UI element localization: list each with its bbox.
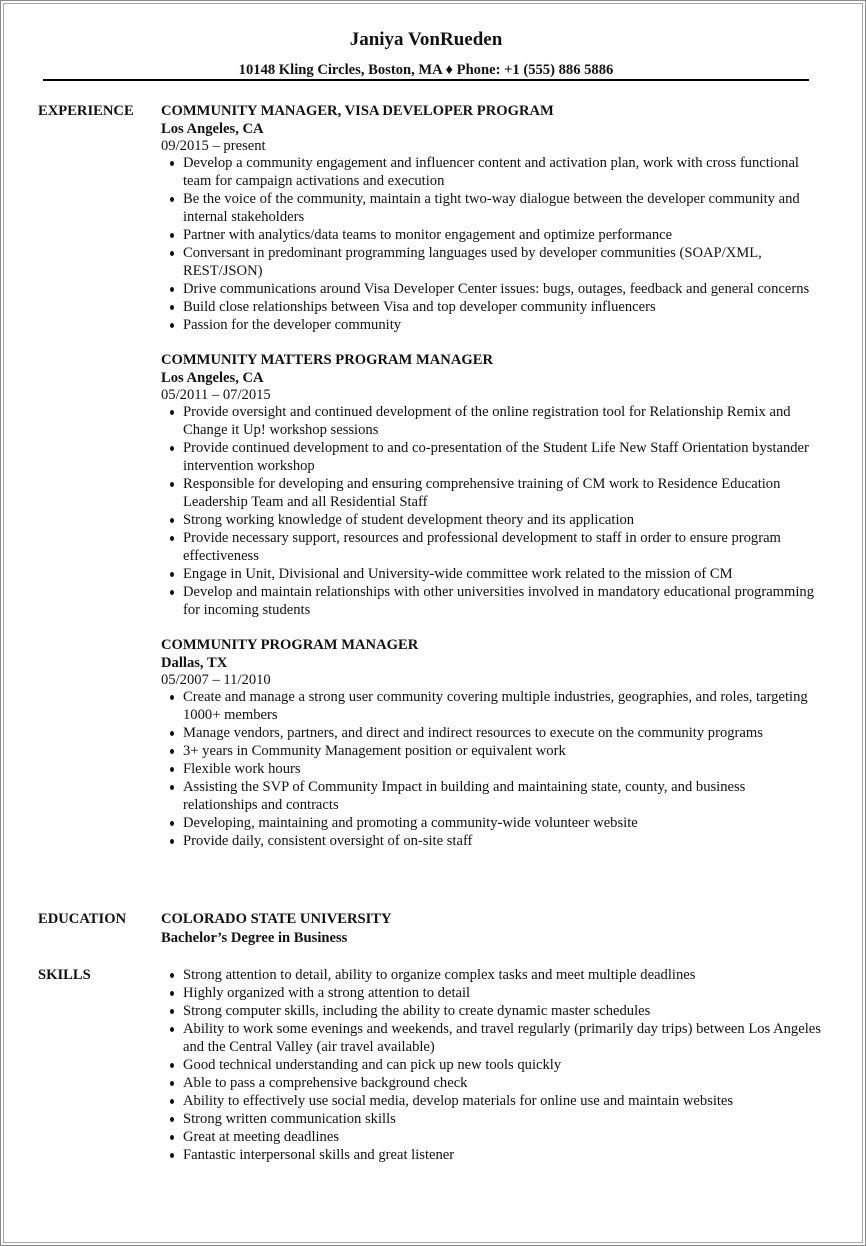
section-label-education: EDUCATION: [38, 911, 127, 927]
bullet-item: Assisting the SVP of Community Impact in building and maintaining state, county, and business relationships and contracts: [161, 778, 821, 814]
bullet-item: Build close relationships between Visa and top developer community influencers: [161, 298, 821, 316]
bullet-item: Be the voice of the community, maintain a tight two-way dialogue between the developer community and internal stakeholders: [161, 190, 821, 226]
bullet-item: Create and manage a strong user community covering multiple industries, geographies, and roles, targeting 1000+ members: [161, 688, 821, 724]
job-entry: [161, 636, 821, 850]
skills-body: [161, 966, 821, 1164]
section-label-experience: EXPERIENCE: [38, 103, 134, 119]
skill-item: Able to pass a comprehensive background check: [161, 1074, 821, 1092]
skill-item: Great at meeting deadlines: [161, 1128, 821, 1146]
bullet-item: Developing, maintaining and promoting a community-wide volunteer website: [161, 814, 821, 832]
school-name: COLORADO STATE UNIVERSITY: [161, 911, 392, 927]
job-location: Los Angeles, CA: [161, 121, 264, 137]
bullet-item: Provide daily, consistent oversight of on-site staff: [161, 832, 821, 850]
skill-item: Strong computer skills, including the ability to create dynamic master schedules: [161, 1002, 821, 1020]
job-dates: 09/2015 – present: [161, 138, 266, 154]
job-location: Dallas, TX: [161, 655, 228, 671]
job-entry: [161, 351, 821, 619]
skill-item: Fantastic interpersonal skills and great listener: [161, 1146, 821, 1164]
job-dates: 05/2007 – 11/2010: [161, 672, 271, 688]
skill-item: Strong attention to detail, ability to organize complex tasks and meet multiple deadlines: [161, 966, 821, 984]
skill-item: Good technical understanding and can pick up new tools quickly: [161, 1056, 821, 1074]
bullet-item: Provide oversight and continued development of the online registration tool for Relationship Remix and Change it Up! workshop sessions: [161, 403, 821, 439]
job-title: COMMUNITY PROGRAM MANAGER: [161, 637, 419, 653]
header-divider: [43, 79, 809, 81]
job-bullets: [161, 154, 821, 334]
job-bullets: [161, 403, 821, 619]
skill-item: Ability to effectively use social media, develop materials for online use and maintain websites: [161, 1092, 821, 1110]
contact-line: 10148 Kling Circles, Boston, MA ♦ Phone: +1 (555) 886 5886: [238, 62, 614, 78]
bullet-item: Drive communications around Visa Developer Center issues: bugs, outages, feedback and general concerns: [161, 280, 821, 298]
skill-item: Strong written communication skills: [161, 1110, 821, 1128]
bullet-item: Develop and maintain relationships with other universities involved in mandatory educational programming for incoming students: [161, 583, 821, 619]
job-dates: 05/2011 – 07/2015: [161, 387, 271, 403]
bullet-item: Strong working knowledge of student development theory and its application: [161, 511, 821, 529]
job-title: COMMUNITY MATTERS PROGRAM MANAGER: [161, 352, 493, 368]
degree: Bachelor’s Degree in Business: [161, 930, 348, 946]
skills-bullets: [161, 966, 821, 1164]
job-location: Los Angeles, CA: [161, 370, 264, 386]
bullet-item: Passion for the developer community: [161, 316, 821, 334]
bullet-item: Engage in Unit, Divisional and University-wide committee work related to the mission of CM: [161, 565, 821, 583]
bullet-item: Conversant in predominant programming languages used by developer communities (SOAP/XML, REST/JSON): [161, 244, 821, 280]
candidate-name: Janiya VonRueden: [349, 29, 503, 50]
job-title: COMMUNITY MANAGER, VISA DEVELOPER PROGRAM: [161, 103, 554, 119]
bullet-item: Partner with analytics/data teams to monitor engagement and optimize performance: [161, 226, 821, 244]
bullet-item: 3+ years in Community Management position or equivalent work: [161, 742, 821, 760]
bullet-item: Flexible work hours: [161, 760, 821, 778]
experience-body: [161, 102, 821, 866]
bullet-item: Responsible for developing and ensuring comprehensive training of CM work to Residence Education Leadership Team and all Residential Staff: [161, 475, 821, 511]
bullet-item: Manage vendors, partners, and direct and indirect resources to execute on the community programs: [161, 724, 821, 742]
skill-item: Highly organized with a strong attention to detail: [161, 984, 821, 1002]
section-label-skills: SKILLS: [38, 967, 91, 983]
bullet-item: Provide necessary support, resources and professional development to staff in order to ensure program effectiveness: [161, 529, 821, 565]
job-entry: [161, 102, 821, 334]
skill-item: Ability to work some evenings and weekends, and travel regularly (primarily day trips) between Los Angeles and the Central Valley (air travel available): [161, 1020, 821, 1056]
education-body: [161, 910, 821, 948]
bullet-item: Provide continued development to and co-presentation of the Student Life New Staff Orientation bystander intervention workshop: [161, 439, 821, 475]
bullet-item: Develop a community engagement and influencer content and activation plan, work with cross functional team for campaign activations and execution: [161, 154, 821, 190]
job-bullets: [161, 688, 821, 850]
